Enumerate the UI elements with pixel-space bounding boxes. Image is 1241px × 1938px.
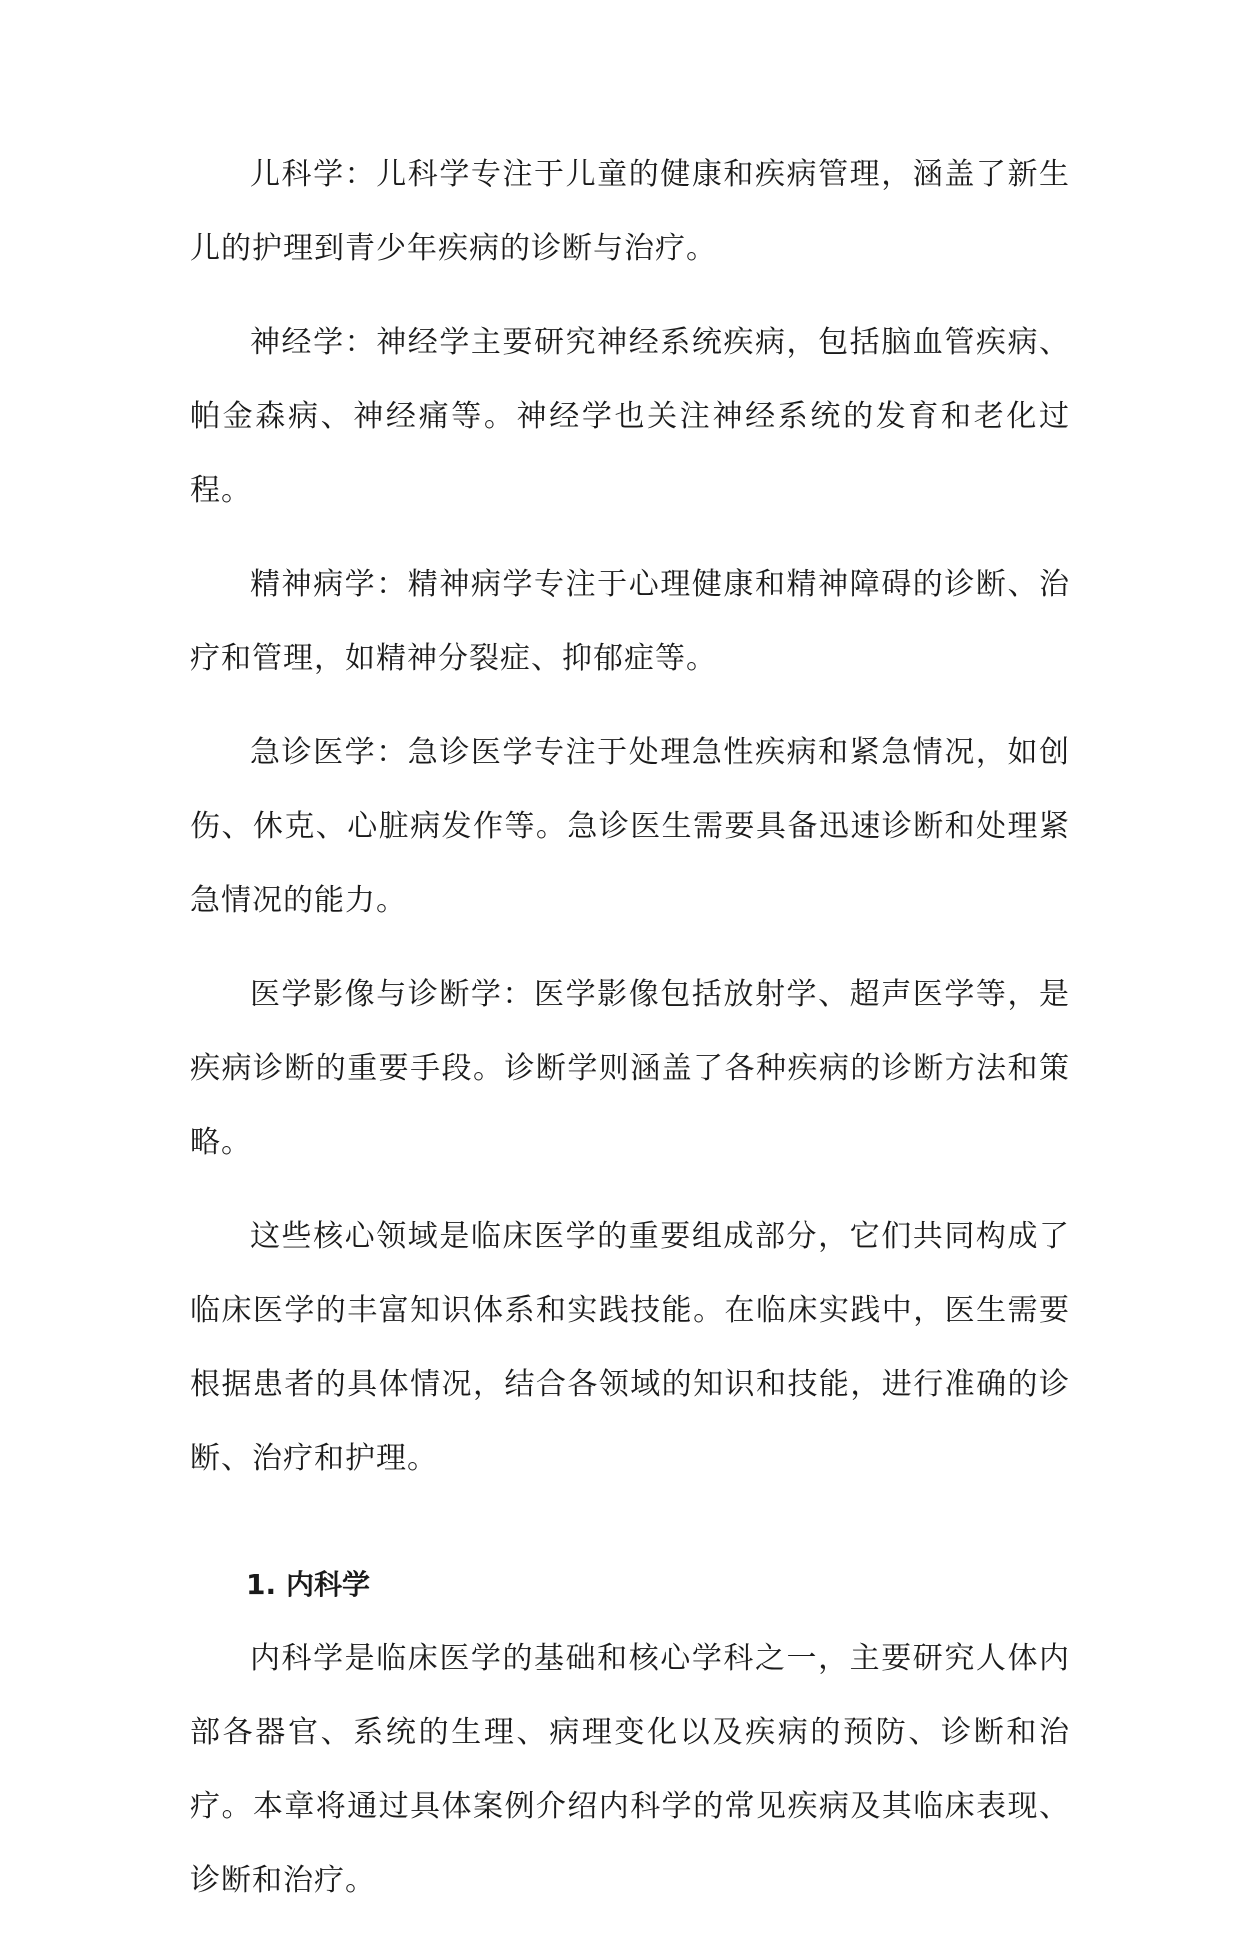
section-heading [190,1548,1070,1622]
paragraph-neurology: 神经学：神经学主要研究神经系统疾病，包括脑血管疾病、帕金森病、神经痛等。神经学也关注神经系统的发育和老化过程。 [190,325,1070,508]
paragraph-pediatrics: 儿科学：儿科学专注于儿童的健康和疾病管理，涵盖了新生儿的护理到青少年疾病的诊断与治疗。 [190,157,1070,266]
page-content [190,138,1070,1938]
paragraph-psychiatry: 精神病学：精神病学专注于心理健康和精神障碍的诊断、治疗和管理，如精神分裂症、抑郁症等。 [190,567,1070,676]
paragraph-medical-imaging: 医学影像与诊断学：医学影像包括放射学、超声医学等，是疾病诊断的重要手段。诊断学则涵盖了各种疾病的诊断方法和策略。 [190,977,1070,1160]
paragraph-summary: 这些核心领域是临床医学的重要组成部分，它们共同构成了临床医学的丰富知识体系和实践技能。在临床实践中，医生需要根据患者的具体情况，结合各领域的知识和技能，进行准确的诊断、治疗和护理。 [190,1219,1070,1476]
section-title: 内科学 [286,1568,371,1601]
paragraph-emergency-medicine: 急诊医学：急诊医学专注于处理急性疾病和紧急情况，如创伤、休克、心脏病发作等。急诊医生需要具备迅速诊断和处理紧急情况的能力。 [190,735,1070,918]
section-body: 内科学是临床医学的基础和核心学科之一，主要研究人体内部各器官、系统的生理、病理变化以及疾病的预防、诊断和治疗。本章将通过具体案例介绍内科学的常见疾病及其临床表现、诊断和治疗。 [190,1641,1070,1898]
section-number: 1. [246,1568,277,1601]
